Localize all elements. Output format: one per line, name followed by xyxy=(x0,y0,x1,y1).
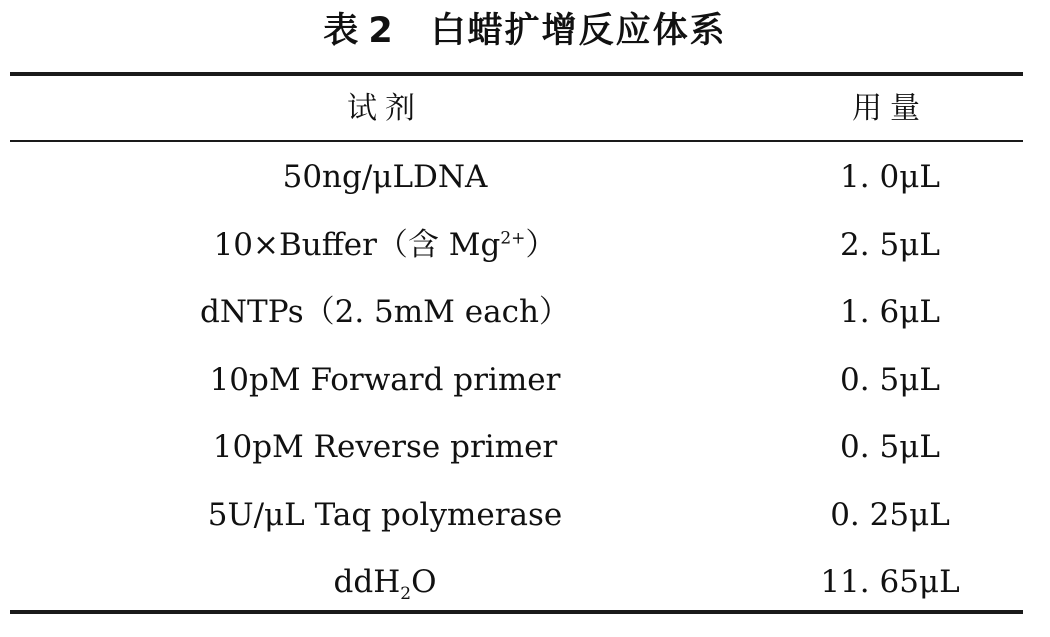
amount-cell: 11. 65μL xyxy=(820,564,960,600)
amount-cell: 2. 5μL xyxy=(840,226,940,263)
table-row xyxy=(0,279,1050,347)
reagent-text-tail: O xyxy=(411,564,437,600)
table-title-text: 白蜡扩增反应体系 xyxy=(430,11,727,51)
amount-cell: 0. 25μL xyxy=(830,496,950,533)
reagent-cell: 10pM Forward primer xyxy=(209,361,561,398)
amount-cell: 0. 5μL xyxy=(840,429,940,465)
reagent-text: ddH xyxy=(333,564,401,600)
table-body xyxy=(0,144,1050,617)
table-row xyxy=(0,144,1050,212)
table-bottom-rule xyxy=(10,610,1023,614)
table-row xyxy=(0,347,1050,415)
reagent-text-tail: ） xyxy=(525,226,557,263)
reagent-text: 10×Buffer（含 Mg xyxy=(213,226,501,263)
amount-cell: 1. 6μL xyxy=(840,294,940,330)
table-row xyxy=(0,414,1050,482)
amount-cell: 0. 5μL xyxy=(840,361,940,398)
table-label: 表 xyxy=(323,11,361,51)
table-title xyxy=(0,8,1050,54)
table-row xyxy=(0,482,1050,550)
table-row xyxy=(0,212,1050,280)
reagent-cell: 10pM Reverse primer xyxy=(212,429,558,465)
table-header-rule xyxy=(10,140,1023,142)
table-top-rule xyxy=(10,72,1023,76)
reagent-cell: 50ng/μLDNA xyxy=(282,159,488,195)
reagent-cell xyxy=(0,212,770,280)
reagent-cell: dNTPs（2. 5mM each） xyxy=(200,294,570,330)
reagent-superscript: 2+ xyxy=(500,228,526,249)
column-header-reagent: 试剂 xyxy=(347,91,423,126)
table-number: 2 xyxy=(368,11,395,51)
reagent-subscript: 2 xyxy=(400,584,412,605)
column-header-amount: 用量 xyxy=(852,91,928,126)
table-row xyxy=(0,549,1050,617)
amount-cell: 1. 0μL xyxy=(840,159,940,195)
reagent-cell xyxy=(0,549,770,617)
reagent-cell: 5U/μL Taq polymerase xyxy=(207,496,563,533)
